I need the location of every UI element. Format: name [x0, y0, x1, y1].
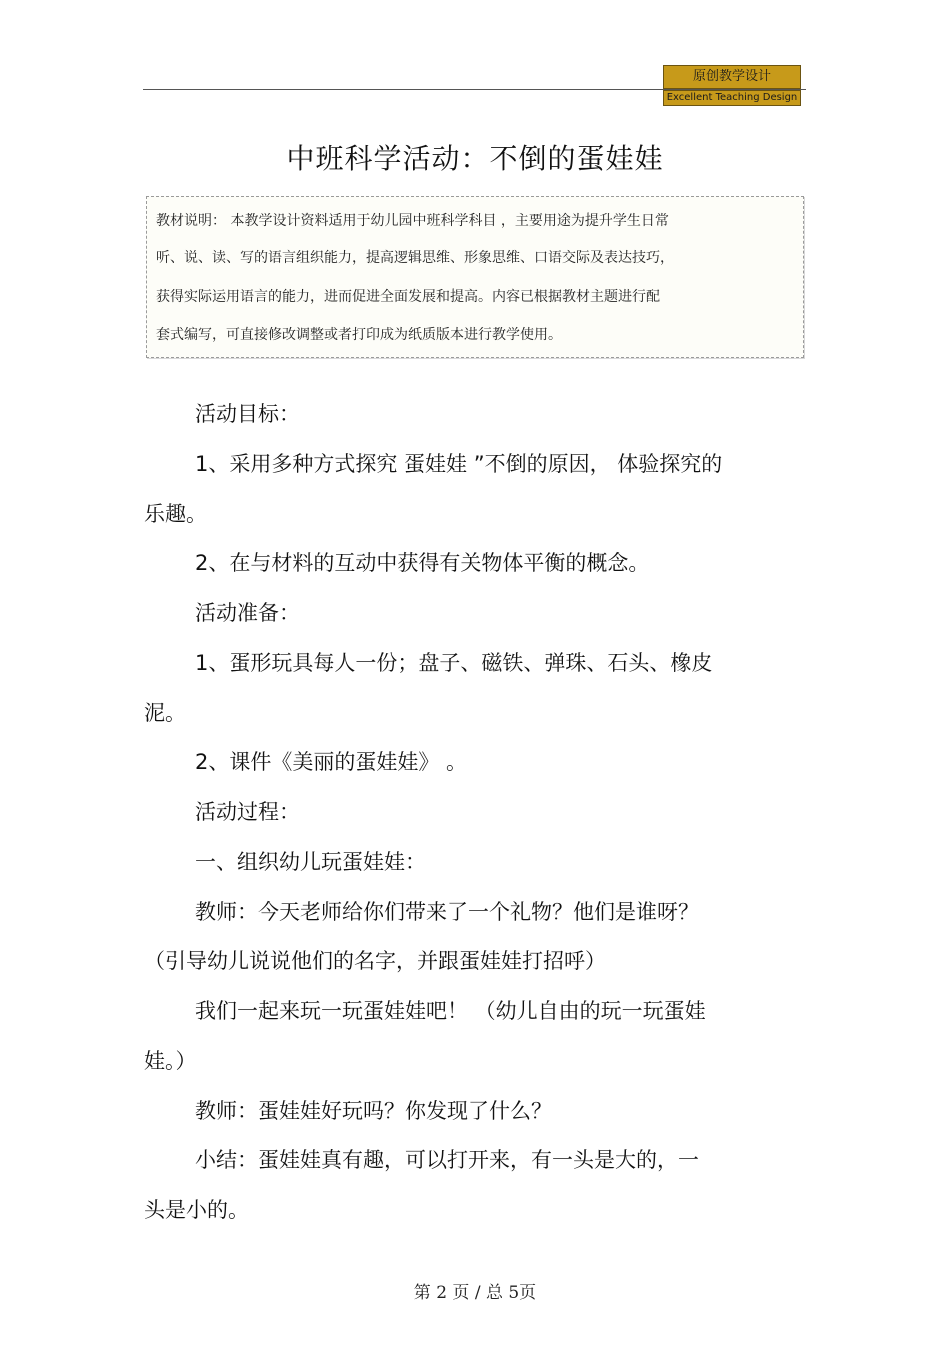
paragraph-line: 我们一起来玩一玩蛋娃娃吧！ （幼儿自由的玩一玩蛋娃: [195, 999, 706, 1023]
page-number: 第 2 页 / 总 5页: [413, 1283, 537, 1303]
note-line: 教材说明： 本教学设计资料适用于幼儿园中班科学科目 ，主要用途为提升学生日常: [156, 213, 669, 229]
page-title: 中班科学活动：不倒的蛋娃娃: [286, 142, 664, 175]
paragraph-line: 2、在与材料的互动中获得有关物体平衡的概念。: [195, 551, 650, 575]
paragraph-line: 娃。）: [144, 1049, 197, 1073]
section-heading-goals: 活动目标：: [195, 402, 300, 426]
paragraph-line: 2、课件《美丽的蛋娃娃》 。: [195, 750, 468, 774]
note-line: 听、说、读、写的语言组织能力，提高逻辑思维、形象思维、口语交际及表达技巧，: [156, 250, 674, 266]
paragraph-line: 小结：蛋娃娃真有趣，可以打开来，有一头是大的，一: [195, 1148, 699, 1172]
paragraph-line: 泥。: [144, 701, 186, 725]
paragraph-line: 头是小的。: [144, 1198, 249, 1222]
section-heading-process: 活动过程：: [195, 800, 300, 824]
note-line: 套式编写，可直接修改调整或者打印成为纸质版本进行教学使用。: [156, 327, 562, 343]
paragraph-line: 教师：蛋娃娃好玩吗？你发现了什么？: [195, 1099, 552, 1123]
section-heading-preparation: 活动准备：: [195, 601, 300, 625]
paragraph-line: 1、采用多种方式探究 蛋娃娃 ”不倒的原因， 体验探究的: [195, 452, 723, 476]
paragraph-line: 1、蛋形玩具每人一份；盘子、磁铁、弹珠、石头、橡皮: [195, 651, 713, 675]
original-design-badge: 原创教学设计: [663, 65, 801, 89]
excellent-design-badge: Excellent Teaching Design: [663, 90, 801, 106]
paragraph-line: 一、组织幼儿玩蛋娃娃：: [195, 850, 426, 874]
paragraph-line: （引导幼儿说说他们的名字，并跟蛋娃娃打招呼）: [144, 949, 606, 973]
paragraph-line: 乐趣。: [144, 502, 207, 526]
note-line: 获得实际运用语言的能力，进而促进全面发展和提高。内容已根据教材主题进行配: [156, 289, 660, 305]
paragraph-line: 教师：今天老师给你们带来了一个礼物？他们是谁呀？: [195, 900, 699, 924]
